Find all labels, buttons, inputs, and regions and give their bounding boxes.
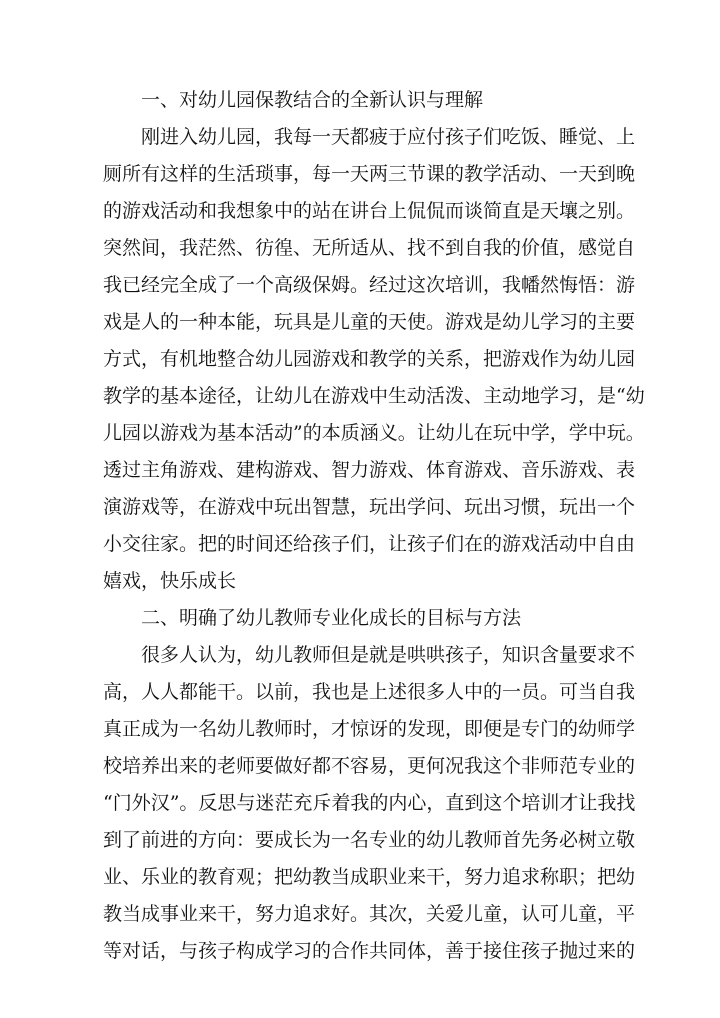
- section-1-line: 突然间，我茫然、彷徨、无所适从、找不到自我的价值，感觉自: [103, 237, 636, 259]
- section-2-heading: 二、明确了幼儿教师专业化成长的目标与方法: [141, 607, 522, 629]
- section-2-line: 业、乐业的教育观；把幼教当成职业来干，努力追求称职；把幼: [103, 866, 636, 888]
- section-1-line: 我已经完全成了一个高级保姆。经过这次培训，我幡然悔悟：游: [103, 274, 636, 296]
- section-1-line: 嬉戏，快乐成长: [103, 570, 237, 592]
- section-2-line: 到了前进的方向：要成长为一名专业的幼儿教师首先务必树立敬: [103, 829, 636, 851]
- section-1-line: 方式，有机地整合幼儿园游戏和教学的关系，把游戏作为幼儿园: [103, 348, 636, 370]
- section-1-line: 戏是人的一种本能，玩具是儿童的天使。游戏是幼儿学习的主要: [103, 311, 636, 333]
- section-2-line: 等对话，与孩子构成学习的合作共同体，善于接住孩子抛过来的: [103, 940, 636, 962]
- document-body: [103, 82, 645, 970]
- section-2-line: 真正成为一名幼儿教师时，才惊讶的发现，即便是专门的幼师学: [103, 718, 636, 740]
- section-2-line: 教当成事业来干，努力追求好。其次，关爱儿童，认可儿童，平: [103, 903, 636, 925]
- section-1-line: 演游戏等，在游戏中玩出智慧，玩出学问、玩出习惯，玩出一个: [103, 496, 636, 518]
- section-1-line: 儿园以游戏为基本活动”的本质涵义。让幼儿在玩中学，学中玩。: [103, 422, 645, 444]
- section-1-heading: 一、对幼儿园保教结合的全新认识与理解: [141, 89, 484, 111]
- section-1-line: 的游戏活动和我想象中的站在讲台上侃侃而谈简直是天壤之别。: [103, 200, 636, 222]
- section-1-line: 透过主角游戏、建构游戏、智力游戏、体育游戏、音乐游戏、表: [103, 459, 636, 481]
- section-2-line: 很多人认为，幼儿教师但是就是哄哄孩子，知识含量要求不: [141, 644, 636, 666]
- section-1-line: 小交往家。把的时间还给孩子们，让孩子们在的游戏活动中自由: [103, 533, 636, 555]
- section-1-line: 厕所有这样的生活琐事，每一天两三节课的教学活动、一天到晚: [103, 163, 636, 185]
- section-2-line: 校培养出来的老师要做好都不容易，更何况我这个非师范专业的: [103, 755, 636, 777]
- section-1-line: 刚进入幼儿园，我每一天都疲于应付孩子们吃饭、睡觉、上: [141, 126, 636, 148]
- section-2-line: “门外汉”。反思与迷茫充斥着我的内心，直到这个培训才让我找: [103, 792, 636, 814]
- section-2-line: 高，人人都能干。以前，我也是上述很多人中的一员。可当自我: [103, 681, 636, 703]
- section-1-line: 教学的基本途径，让幼儿在游戏中生动活泼、主动地学习，是“幼: [103, 385, 645, 407]
